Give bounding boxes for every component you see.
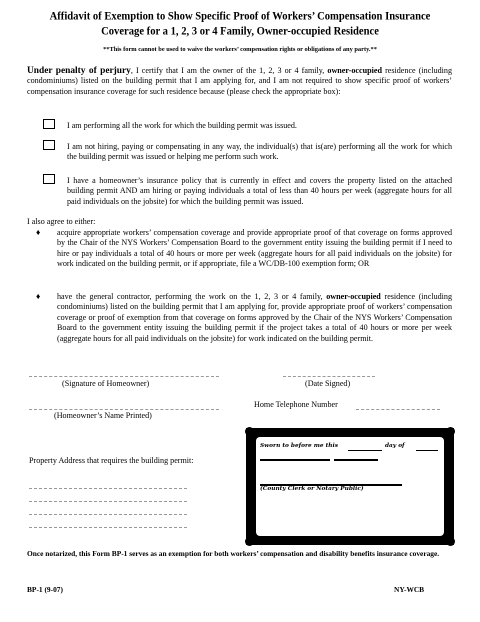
phone-label: Home Telephone Number [254,400,338,409]
address-line-2[interactable] [29,501,187,502]
date-label: (Date Signed) [305,379,351,388]
signature-label: (Signature of Homeowner) [62,379,150,388]
notary-inner [256,437,444,536]
agree-label: I also agree to either: [27,217,96,226]
notary-corner-ornament [245,427,254,436]
bullet-1-icon: ♦ [36,227,41,237]
bullet-2-bold: owner-occupied [326,292,381,301]
option-1-text: I am performing all the work for which the building permit was issued. [67,121,297,130]
notary-clerk-label: (County Clerk or Notary Public) [260,486,364,492]
checkbox-option-3[interactable] [43,174,55,184]
bullet-2-text [57,292,452,344]
notary-month-line[interactable] [416,450,438,451]
address-line-3[interactable] [29,514,187,515]
signature-line[interactable] [29,376,219,377]
notary-year-line[interactable] [260,459,330,461]
checkbox-option-2[interactable] [43,140,55,150]
perjury-bold: owner-occupied [327,66,382,75]
bullet-2-icon: ♦ [36,291,41,301]
bullet-2-post: residence (including condominiums) listed on the building permit that I am applying for, provide appropriate proof of workers’ compensation coverage or proof of exemption from that coverage on forms approved by the Chair of the NYS Workers’ Compensation Board to the government entity issuing the building permit if the project takes a total of 40 hours or more per week (aggregate hours for all paid individuals on the jobsite) for work indicated on the building permit. [57,292,453,343]
form-number: BP-1 (9-07) [27,585,63,594]
notary-corner-ornament [446,427,455,436]
notary-dayof-text: day of [385,443,405,449]
name-label: (Homeowner’s Name Printed) [54,411,152,420]
option-3-text: I have a homeowner’s insurance policy that is currently in effect and covers the property listed on the attached building permit AND am hiring or paying individuals a total of less than 40 hours per week (aggregate hours for all paid individuals on the jobsite) for which the building permit was issued. [67,176,452,206]
perjury-text-1: , I certify that I am the owner of the 1, 2, 3 or 4 family, [130,66,328,75]
perjury-statement [27,66,452,97]
title-line-1: Affidavit of Exemption to Show Specific Proof of Workers’ Compensation Insurance [49,10,431,23]
notary-corner-ornament [446,537,455,546]
notary-corner-ornament [245,537,254,546]
notary-year-line-2[interactable] [334,459,378,461]
bullet-1-text [57,228,452,270]
waiver-note: **This form cannot be used to waive the workers’ compensation rights or obligations of any party.** [103,46,377,53]
address-label: Property Address that requires the building permit: [29,456,194,465]
phone-line[interactable] [356,409,440,410]
perjury-text-2: residence (including condominiums) listed on the building permit that I am applying for, and I am not required to show specific proof of workers’ compensation insurance coverage for such residence because (please check the appropriate box): [27,66,453,96]
notary-box [246,428,454,545]
agency-code: NY-WCB [394,585,425,594]
title-line-2: Coverage for a 1, 2, 3 or 4 Family, Owner-occupied Residence [101,26,379,38]
address-line-4[interactable] [29,527,187,528]
notarization-footnote: Once notarized, this Form BP-1 serves as an exemption for both workers’ compensation and disability benefits insurance coverage. [27,549,440,558]
form-title [20,10,460,40]
bullet-2-pre: have the general contractor, performing the work on the 1, 2, 3 or 4 family, [57,292,327,301]
bullet-1-pre: acquire appropriate workers’ compensation coverage and provide appropriate proof of that coverage on forms approved by the Chair of the NYS Workers’ Compensation Board to the government entity issuing the building permit if I need to hire or pay individuals a total of 40 hours or more per week (aggregate hours for all paid individuals on the jobsite) for work indicated on the building permit, or if appropriate, file a WC/DB-100 exemption form; OR [57,228,452,269]
checkbox-option-1[interactable] [43,119,55,129]
date-line[interactable] [283,376,375,377]
address-line-1[interactable] [29,488,187,489]
perjury-lead: Under penalty of perjury [27,66,131,76]
notary-sworn-text: Sworn to before me this [260,443,338,449]
option-2-text: I am not hiring, paying or compensating in any way, the individual(s) that is(are) performing all the work for which the building permit was issued or helping me perform such work. [67,142,452,162]
name-line[interactable] [29,409,219,410]
notary-day-line[interactable] [348,450,382,451]
